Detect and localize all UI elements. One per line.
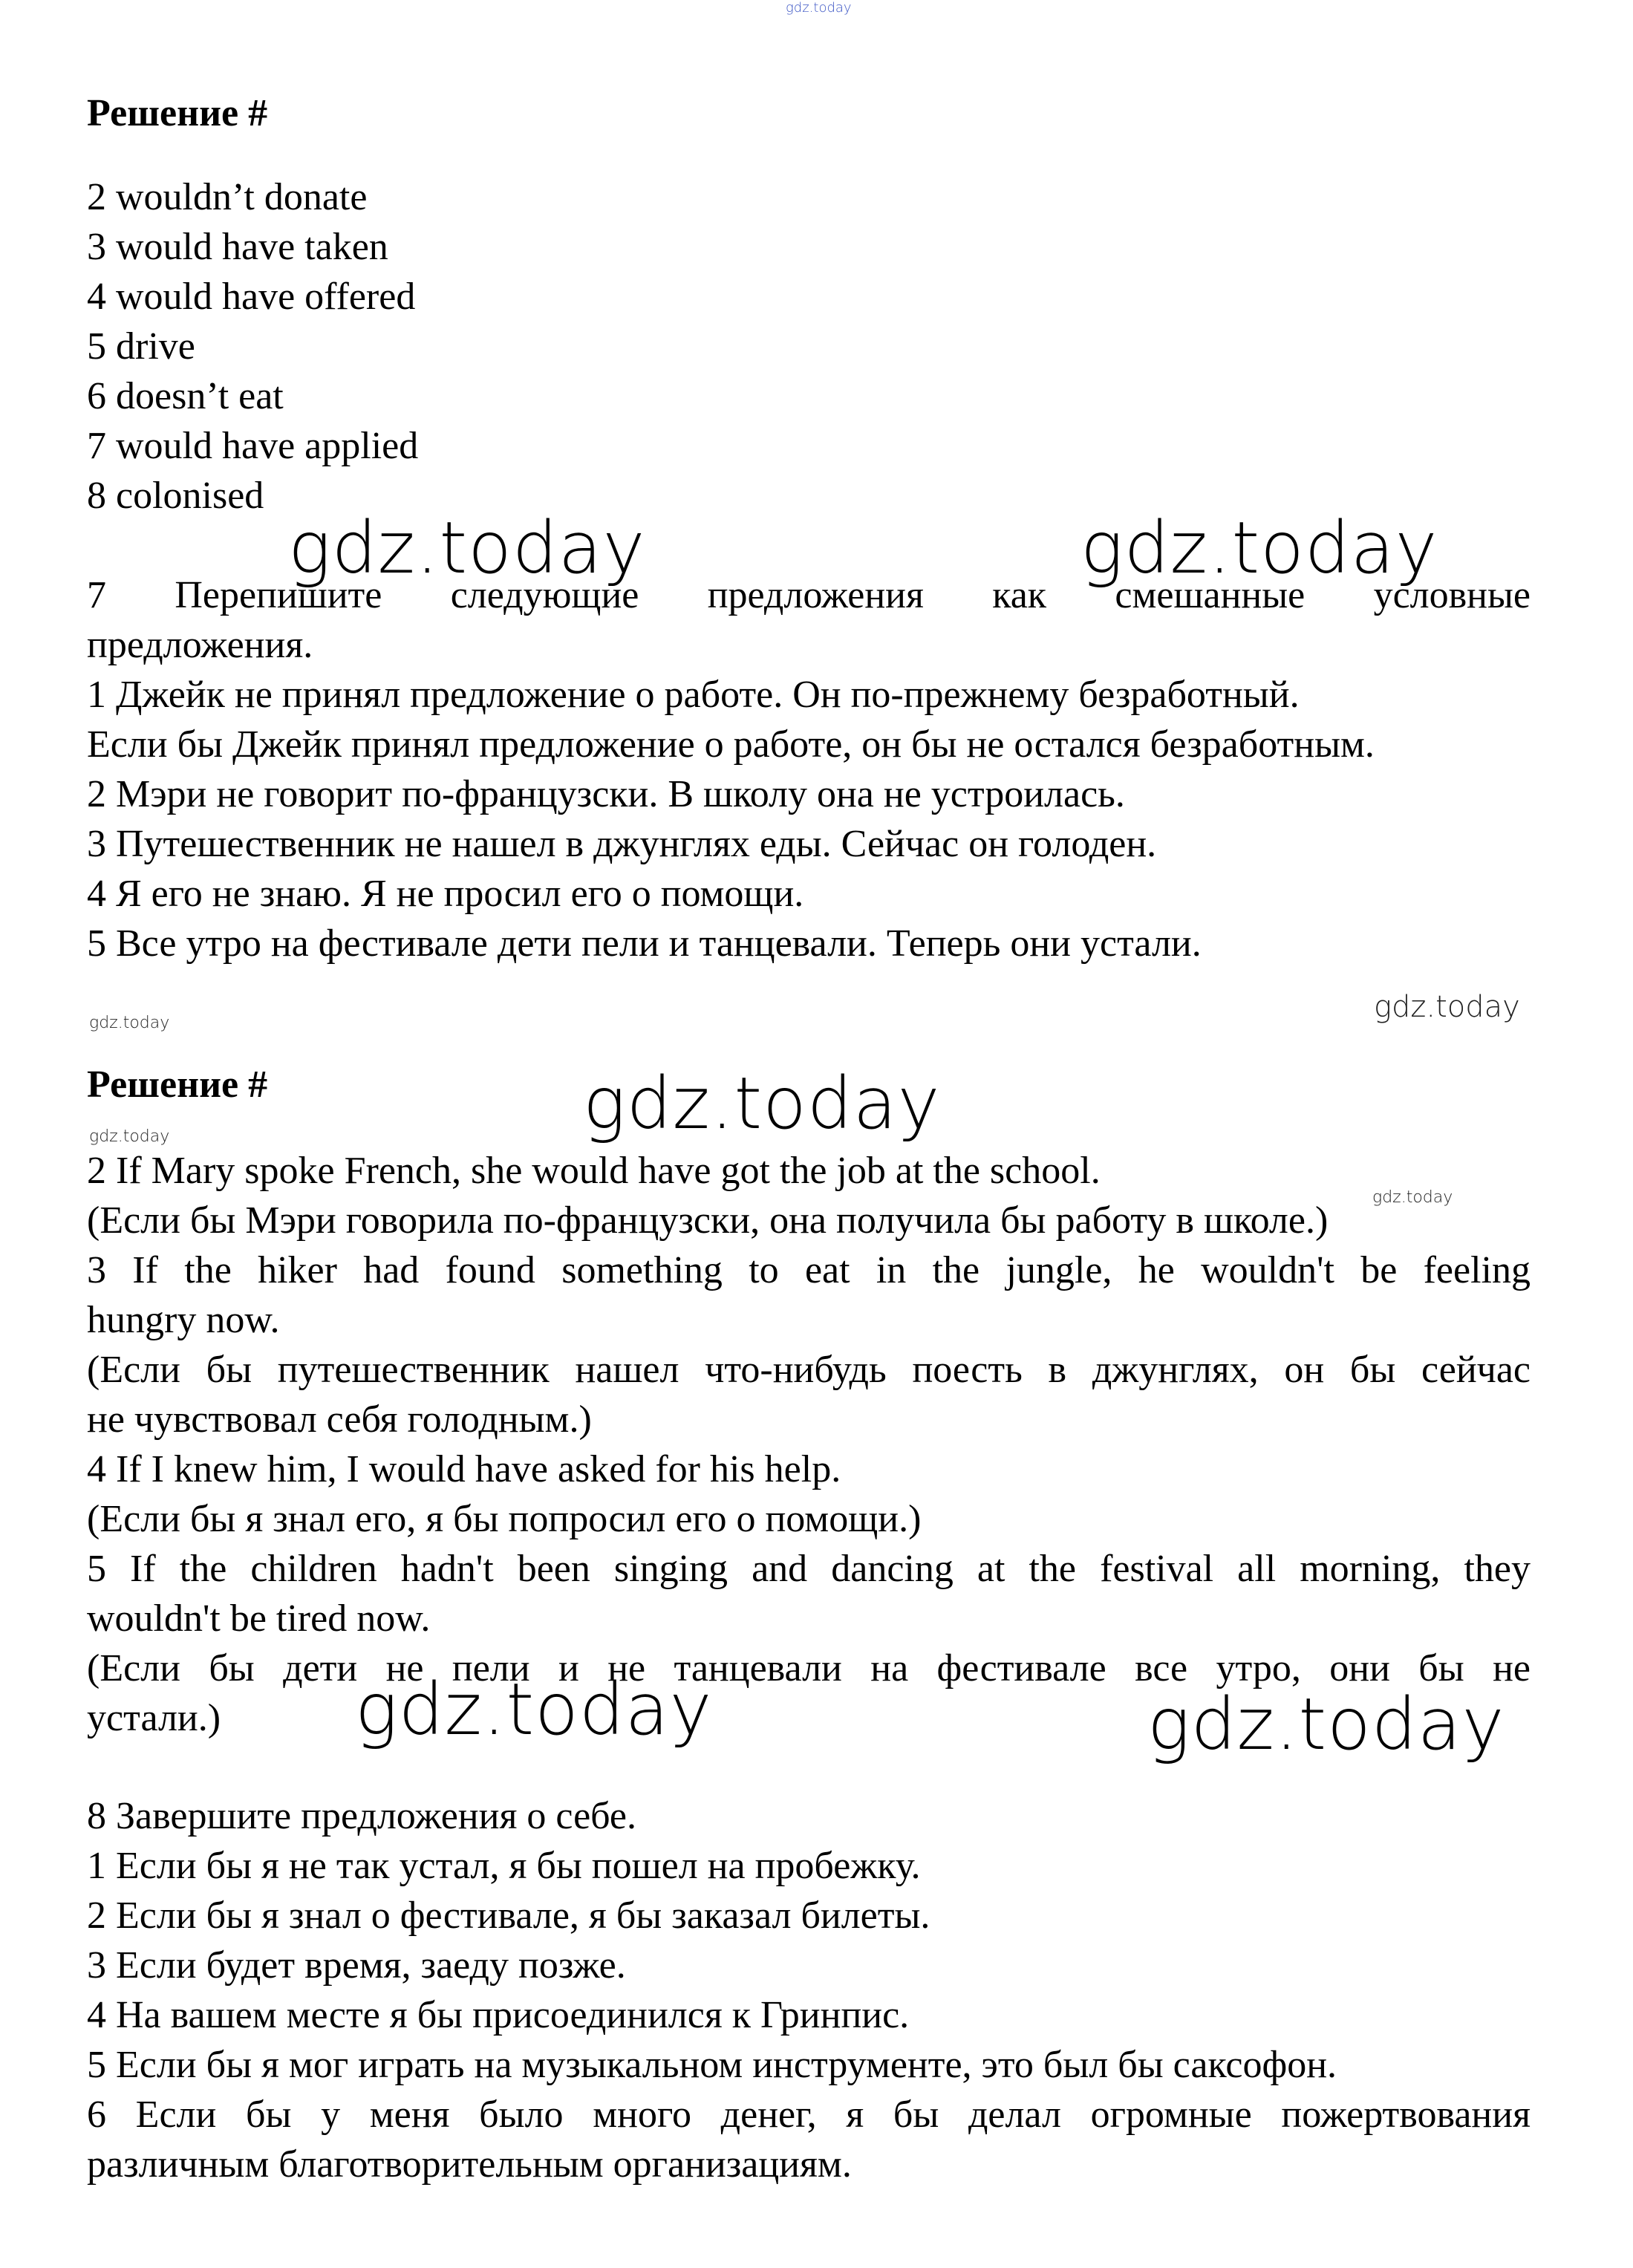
task-title-continued: предложения. bbox=[87, 624, 313, 666]
watermark: gdz.today bbox=[1147, 1683, 1505, 1766]
solution-line: (Если бы я знал его, я бы попросил его о помощи.) bbox=[87, 1498, 922, 1540]
answer-line: 6 doesn’t eat bbox=[87, 375, 284, 417]
watermark: gdz.today bbox=[583, 1062, 941, 1145]
watermark-small: gdz.today bbox=[1372, 1188, 1453, 1207]
task-title: 8 Завершите предложения о себе. bbox=[87, 1795, 637, 1837]
answer-line: 3 would have taken bbox=[87, 226, 388, 268]
watermark: gdz.today bbox=[288, 506, 646, 590]
task-line: 5 Если бы я мог играть на музыкальном инструменте, это был бы саксофон. bbox=[87, 2044, 1337, 2086]
solution-line: (Если бы путешественник нашел что-нибудь поесть в джунглях, он бы сейчас bbox=[87, 1349, 1531, 1391]
task-line: 5 Все утро на фестивале дети пели и танцевали. Теперь они устали. bbox=[87, 922, 1202, 965]
task-line: различным благотворительным организациям. bbox=[87, 2143, 852, 2186]
solution-line: (Если бы Мэри говорила по-французски, она получила бы работу в школе.) bbox=[87, 1199, 1329, 1242]
solution-line: 4 If I knew him, I would have asked for his help. bbox=[87, 1448, 841, 1490]
top-watermark: gdz.today bbox=[786, 0, 852, 16]
answer-line: 2 wouldn’t donate bbox=[87, 176, 368, 218]
answer-line: 4 would have offered bbox=[87, 276, 416, 318]
watermark: gdz.today bbox=[1080, 506, 1438, 590]
task-line: 2 Мэри не говорит по-французски. В школу она не устроилась. bbox=[87, 773, 1125, 815]
task-line: 1 Если бы я не так устал, я бы пошел на пробежку. bbox=[87, 1845, 921, 1887]
answer-line: 8 colonised bbox=[87, 475, 264, 517]
answer-line: 7 would have applied bbox=[87, 425, 419, 467]
solution-line: (Если бы дети не пели и не танцевали на фестивале все утро, они бы не bbox=[87, 1647, 1531, 1689]
task-line: 3 Путешественник не нашел в джунглях еды. Сейчас он голоден. bbox=[87, 823, 1157, 865]
watermark-small: gdz.today bbox=[89, 1014, 170, 1032]
solution-line: 5 If the children hadn't been singing and dancing at the festival all morning, they bbox=[87, 1548, 1531, 1590]
task-title: 7 Перепишите следующие предложения как смешанные условные bbox=[87, 574, 1531, 616]
watermark-small: gdz.today bbox=[89, 1127, 170, 1146]
solution-line: 3 If the hiker had found something to eat in the jungle, he wouldn't be feeling bbox=[87, 1249, 1531, 1291]
task-line: 3 Если будет время, заеду позже. bbox=[87, 1944, 626, 1987]
task-line: 1 Джейк не принял предложение о работе. Он по-прежнему безработный. bbox=[87, 674, 1300, 716]
task-line: 4 Я его не знаю. Я не просил его о помощи. bbox=[87, 873, 804, 915]
task-line: 4 На вашем месте я бы присоединился к Гринпис. bbox=[87, 1994, 910, 2036]
solution-line: устали.) bbox=[87, 1697, 221, 1739]
watermark: gdz.today bbox=[355, 1668, 713, 1751]
solution-line: wouldn't be tired now. bbox=[87, 1597, 431, 1640]
solution-line: 2 If Mary spoke French, she would have got the job at the school. bbox=[87, 1150, 1101, 1192]
solution-heading: Решение # bbox=[87, 92, 268, 134]
task-line: 2 Если бы я знал о фестивале, я бы заказал билеты. bbox=[87, 1894, 930, 1937]
solution-line: hungry now. bbox=[87, 1299, 280, 1341]
task-line: Если бы Джейк принял предложение о работе, он бы не остался безработным. bbox=[87, 723, 1375, 766]
answer-line: 5 drive bbox=[87, 325, 195, 368]
solution-line: не чувствовал себя голодным.) bbox=[87, 1398, 592, 1441]
solution-heading: Решение # bbox=[87, 1063, 268, 1106]
watermark-medium: gdz.today bbox=[1374, 990, 1520, 1024]
task-line: 6 Если бы у меня было много денег, я бы делал огромные пожертвования bbox=[87, 2093, 1531, 2136]
